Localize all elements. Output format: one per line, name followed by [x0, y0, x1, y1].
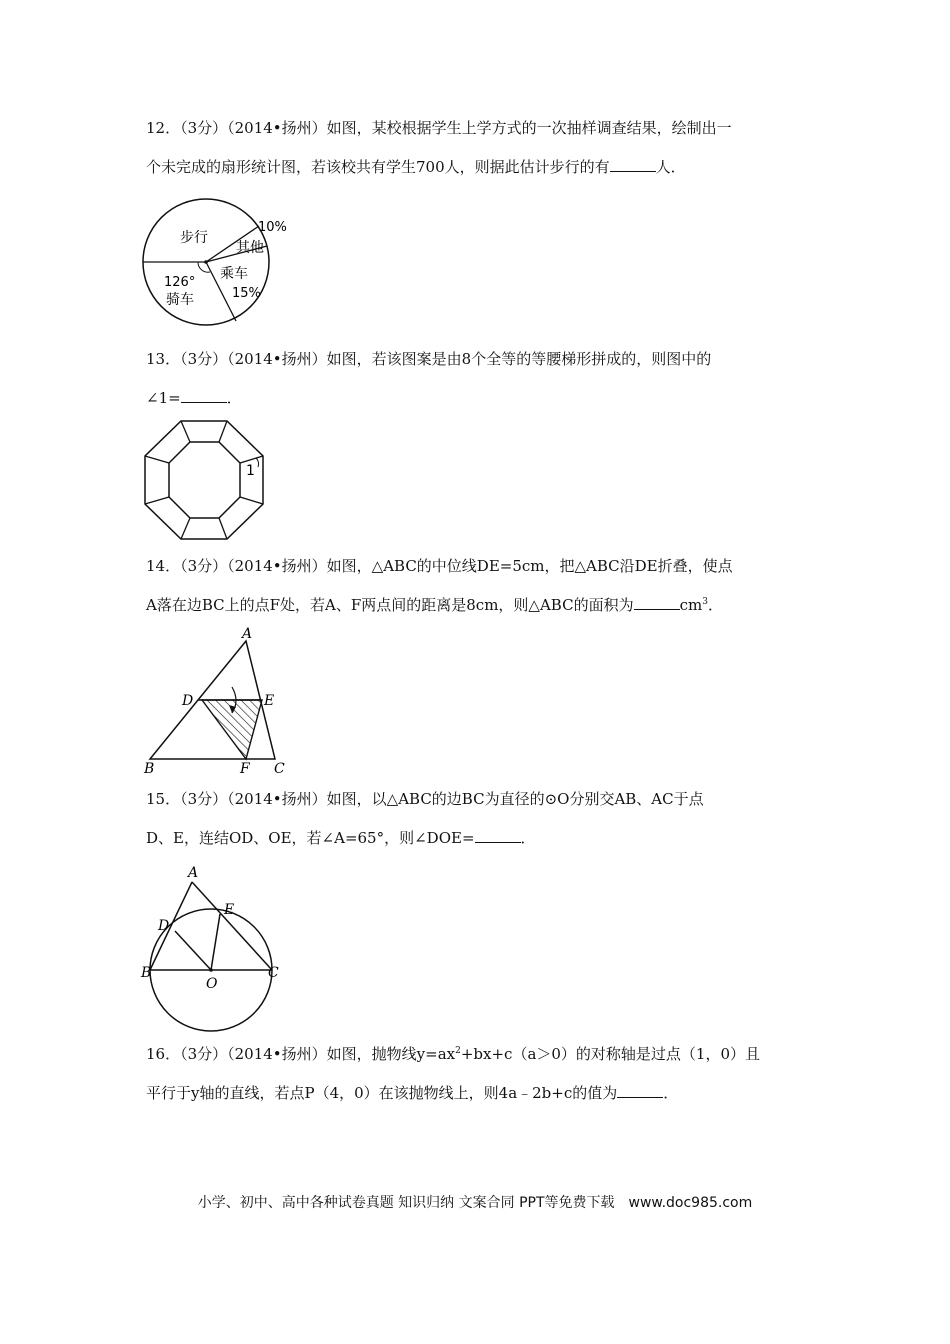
q12-line2-end: 人．	[655, 158, 686, 176]
label-other: 其他	[236, 240, 264, 256]
q16-line1-text: 16．（3分）（2014•扬州）如图，抛物线y=ax	[146, 1045, 456, 1063]
q13-line1: 13．（3分）（2014•扬州）如图，若该图案是由8个全等的等腰梯形拼成的，则图中的	[146, 350, 712, 368]
label-bus: 乘车	[220, 266, 248, 282]
q15-line1: 15．（3分）（2014•扬州）如图，以△ABC的边BC为直径的⊙O分别交AB、AC于点	[146, 790, 704, 808]
q15-line2-end: ．	[520, 829, 536, 847]
side-AC	[192, 882, 272, 970]
point-A: A	[242, 626, 253, 642]
inner-octagon	[169, 442, 240, 518]
point-A: A	[188, 865, 199, 881]
q15-circle-figure	[140, 862, 290, 1032]
q14-unit-exp: 3	[702, 597, 708, 607]
q15-line2	[146, 828, 536, 848]
label-pct15: 15%	[232, 286, 261, 301]
q16-line2	[146, 1083, 678, 1103]
q13-octagon-figure	[140, 418, 270, 543]
side-AB	[150, 882, 192, 970]
q13-line2	[146, 388, 242, 408]
angle1-arc	[256, 458, 259, 467]
point-C: C	[268, 965, 279, 981]
label-pct10: 10%	[258, 220, 287, 235]
q12-line2	[146, 157, 686, 177]
q14-line2-text: A落在边BC上的点F处，若A、F两点间的距离是8cm，则△ABC的面积为	[146, 596, 634, 614]
q13-answer-blank	[181, 388, 227, 403]
q16-line2-end: ．	[663, 1084, 679, 1102]
q15-line2-text: D、E，连结OD、OE，若∠A=65°，则∠DOE=	[146, 829, 475, 847]
segment-OD	[175, 931, 211, 970]
q13-line2-end: ．	[226, 389, 242, 407]
q16-answer-blank	[617, 1083, 663, 1098]
q12-pie-chart	[140, 196, 300, 331]
point-C: C	[274, 761, 285, 777]
point-B: B	[141, 965, 152, 981]
label-bike: 骑车	[166, 292, 194, 308]
q16-exp: 2	[455, 1046, 461, 1056]
q14-line2-end: ．	[707, 596, 723, 614]
point-D: D	[182, 693, 194, 709]
label-walk: 步行	[180, 230, 208, 246]
point-B: B	[144, 761, 155, 777]
q14-line2	[146, 595, 723, 615]
segment-OE	[211, 914, 220, 970]
q16-line1	[146, 1044, 760, 1064]
q14-triangle-figure	[140, 625, 300, 775]
label-126deg: 126°	[164, 275, 196, 290]
point-E: E	[264, 693, 275, 709]
q15-answer-blank	[475, 828, 521, 843]
q16-line1-rest: +bx+c（a＞0）的对称轴是过点（1，0）且	[460, 1045, 761, 1063]
q14-answer-blank	[634, 595, 680, 610]
q13-line2-text: ∠1=	[146, 389, 181, 407]
outer-octagon	[145, 421, 263, 539]
point-D: D	[158, 918, 170, 934]
q12-line1: 12．（3分）（2014•扬州）如图，某校根据学生上学方式的一次抽样调查结果，绘制出一	[146, 119, 732, 137]
q12-answer-blank	[610, 157, 656, 172]
angle1-label: 1	[246, 463, 255, 479]
q14-line1: 14．（3分）（2014•扬州）如图，△ABC的中位线DE=5cm，把△ABC沿DE折叠，使点	[146, 557, 733, 575]
page-footer: 小学、初中、高中各种试卷真题 知识归纳 文案合同 PPT等免费下载 www.doc985.com	[197, 1195, 753, 1211]
point-O: O	[206, 976, 218, 992]
point-E: E	[224, 902, 235, 918]
q16-line2-text: 平行于y轴的直线，若点P（4，0）在该抛物线上，则4a﹣2b+c的值为	[146, 1084, 618, 1102]
q14-unit: cm	[679, 596, 703, 614]
q12-line2-text: 个未完成的扇形统计图，若该校共有学生700人，则据此估计步行的有	[146, 158, 610, 176]
point-F: F	[240, 761, 250, 777]
